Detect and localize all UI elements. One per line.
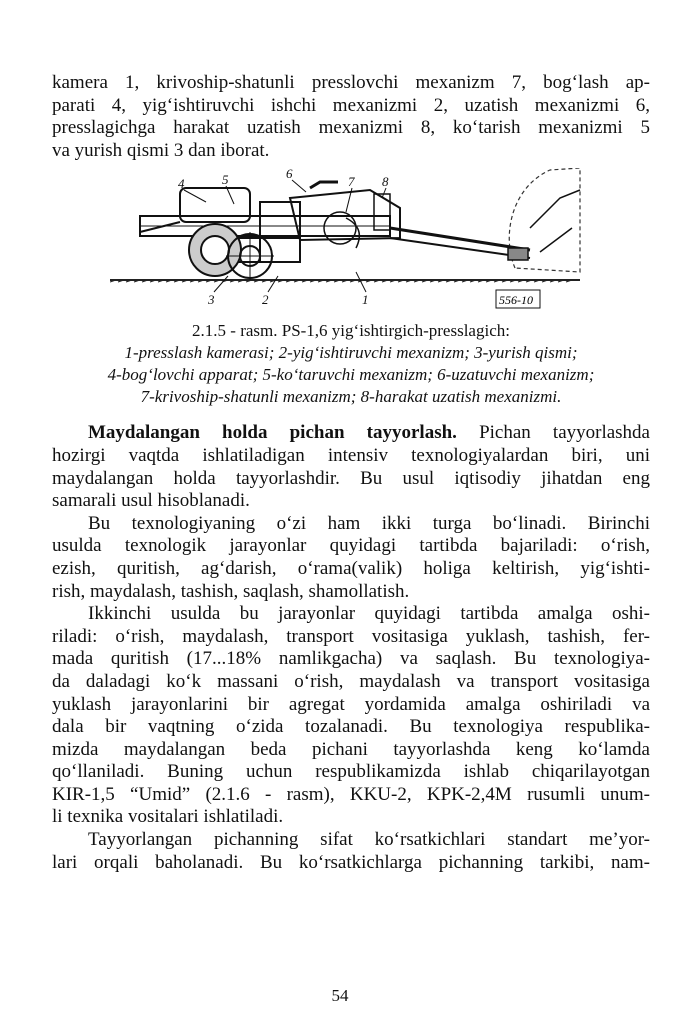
text-line: samarali usul hisoblanadi.: [52, 490, 250, 512]
text-line: Tayyorlangan pichanning sifat ko‘rsatkichlari standart me’yor-: [88, 829, 650, 851]
machine-figure: [52, 168, 650, 314]
label-5: 5: [222, 172, 229, 188]
text-line: KIR-1,5 “Umid” (2.1.6 - rasm), KKU-2, KPK-2,4M rusumli unum-: [52, 783, 650, 805]
heading-continuation: Pichan tayyorlashda: [456, 422, 650, 444]
pickup-mechanism: [140, 188, 250, 276]
label-4: 4: [178, 176, 185, 192]
label-6: 6: [286, 168, 293, 182]
section-heading: Maydalangan holda pichan tayyorlash.: [88, 422, 457, 444]
text-line: va yurish qismi 3 dan iborat.: [52, 139, 270, 161]
text-line: riladi: o‘rish, maydalash, transport vositasiga yuklash, tashish, fer-: [52, 625, 650, 647]
text-line: yuklash jarayonlarini bir agregat yordamida amalga oshiriladi va: [52, 693, 650, 715]
caption-line: 4-bog‘lovchi apparat; 5-ko‘taruvchi mexanizm; 6-uzatuvchi mexanizm;: [107, 365, 595, 385]
paragraph-1: [52, 422, 650, 512]
text-line: parati 4, yig‘ishtiruvchi ishchi mexanizmi 2, uzatish mexanizmi 6,: [52, 94, 650, 116]
label-3: 3: [208, 292, 215, 308]
text-line: usulda texnologik jarayonlar quyidagi tartibda bajariladi: o‘rish,: [52, 535, 650, 557]
label-8: 8: [382, 174, 389, 190]
text-line: [52, 422, 650, 445]
figure-code: 556-10: [499, 293, 533, 308]
caption-title: 2.1.5 - rasm. PS-1,6 yig‘ishtirgich-presslagich:: [192, 321, 510, 341]
text-line: kamera 1, krivoship-shatunli presslovchi mexanizm 7, bog‘lash ap-: [52, 72, 650, 93]
text-line: da daladagi ko‘k massani o‘rish, maydalash va transport vositasiga: [52, 670, 650, 692]
text-line: ezish, quritish, ag‘darish, o‘rama(valik) holiga keltirish, yig‘ishti-: [52, 557, 650, 579]
text-line: presslagichga harakat uzatish mexanizmi 8, ko‘tarish mexanizmi 5: [52, 117, 650, 139]
caption-line: 1-presslash kamerasi; 2-yig‘ishtiruvchi mexanizm; 3-yurish qismi;: [124, 343, 578, 363]
text-line: maydalangan holda tayyorlashdir. Bu usul iqtisodiy jihatdan eng: [52, 467, 650, 489]
ground-hatch: [110, 280, 580, 282]
text-line: Bu texnologiyaning o‘zi ham ikki turga bo‘linadi. Birinchi: [88, 512, 650, 534]
page-number: 54: [331, 986, 349, 1005]
label-2: 2: [262, 292, 269, 308]
paragraph-2: [52, 513, 650, 603]
paragraph-3: [52, 603, 650, 829]
page-body: [52, 72, 650, 874]
text-line: lari orqali baholanadi. Bu ko‘rsatkichlarga pichanning tarkibi, nam-: [52, 851, 650, 873]
text-line: rish, maydalash, tashish, saqlash, shamollatish.: [52, 580, 410, 602]
text-line: qo‘llaniladi. Buning uchun respublikamizda ishlab chiqarilayotgan: [52, 761, 650, 783]
text-line: mizda maydalangan beda pichani tayyorlashda keng ko‘lamda: [52, 738, 650, 760]
label-1: 1: [362, 292, 369, 308]
intro-paragraph: [52, 72, 650, 162]
figure-caption: [52, 320, 650, 408]
text-line: dala bir vaqtning o‘zida tozalanadi. Bu texnologiya respublika-: [52, 716, 650, 738]
caption-line: 7-krivoship-shatunli mexanizm; 8-harakat uzatish mexanizmi.: [140, 387, 562, 407]
paragraph-4: [52, 829, 650, 874]
text-line: li texnika vositalari ishlatiladi.: [52, 806, 284, 828]
label-7: 7: [348, 174, 355, 190]
text-line: mada quritish (17...18% namlikgacha) va saqlash. Bu texnologiya-: [52, 648, 650, 670]
baler-drawing: [110, 168, 610, 314]
towbar: [508, 190, 580, 260]
text-line: hozirgi vaqtda ishlatiladigan intensiv texnologiyalardan biri, uni: [52, 444, 650, 466]
text-line: Ikkinchi usulda bu jarayonlar quyidagi tartibda amalga oshi-: [88, 603, 650, 625]
section-hay-chopped: [52, 422, 650, 874]
